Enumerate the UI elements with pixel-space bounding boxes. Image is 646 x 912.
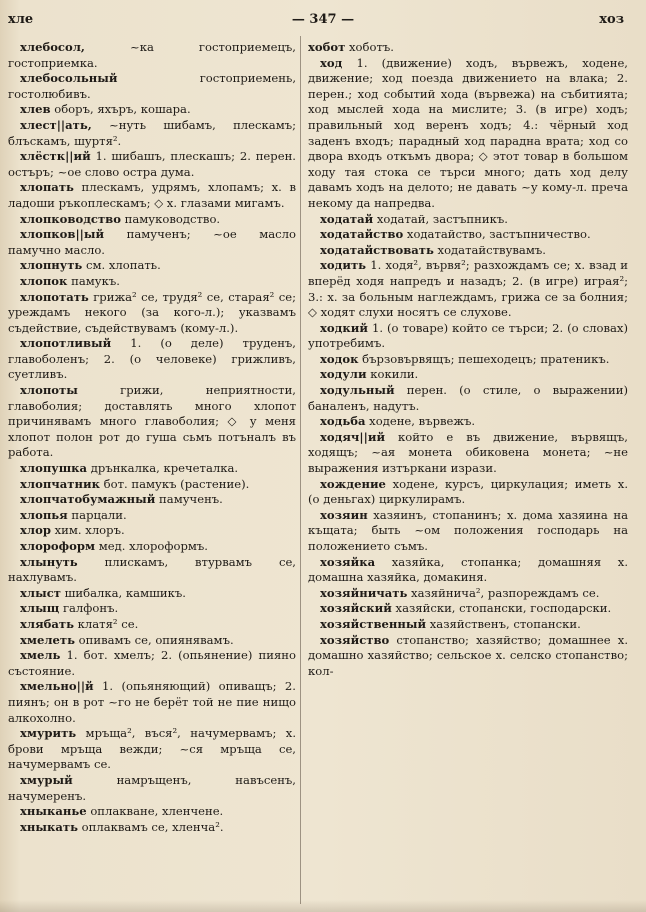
entry-headword: хобот [308,40,346,54]
entry-definition: ~нуть шибамъ, плескамъ; блъскамъ, шуртя². [8,117,296,148]
entry-headword: хныкать [20,819,78,834]
entry-headword: хлопотливый [20,336,112,351]
entry-definition: хоботъ. [345,40,394,54]
dictionary-entry [308,258,628,320]
entry-definition: хазяйка, стопанка; домашняя х. домашна хазяйка, домакиня. [308,554,628,585]
entry-definition: шибалка, камшикъ. [60,585,186,600]
entry-headword: хлопья [20,507,68,522]
entry-definition: мръща², въся², начумервамъ; х. брови мръща вежди; ~ся мръща се, начумервамъ се. [8,726,296,772]
dictionary-entry [8,102,296,118]
entry-headword: хлопчатобумажный [20,492,156,507]
entry-definition: мед. хлороформъ. [95,539,208,553]
entry-headword: хлопушка [20,461,88,476]
entry-definition: клатя² се. [73,616,139,631]
dictionary-entry [8,726,296,773]
dictionary-entry [308,586,628,602]
entry-definition: оплаквамъ се, хленча². [77,819,224,834]
dictionary-entry [8,118,296,149]
entry-headword: хозяйство [320,632,390,647]
dictionary-entry [308,633,628,680]
entry-headword: хлопотать [20,289,89,304]
entry-definition: грижа² се, трудя² се, старая² се; урeждамъ нeкого (за кого-л.); указвамъ съдeйствие, съдeйствувамъ (кому-л.). [8,289,296,335]
page-shadow [0,900,646,912]
dictionary-entry [8,773,296,804]
dictionary-entry [8,555,296,586]
dictionary-entry [8,461,296,477]
dictionary-entry [308,430,628,477]
entry-headword: хозяин [320,507,368,522]
dictionary-entry [8,149,296,180]
dictionary-entry [8,212,296,228]
dictionary-entry [8,539,296,555]
entry-definition: галфонъ. [59,601,119,616]
dictionary-entry [308,352,628,368]
entry-headword: хозяйский [320,601,392,616]
entry-definition: 1. (опьяняющий) опиващъ; 2. пиянъ; он в рот ~го не берёт той не пие нищо алкохолно. [8,679,296,725]
entry-headword: хмельно||й [20,679,94,694]
column-divider [300,36,301,904]
entry-definition: дрънкалка, кречеталка. [87,461,239,476]
dictionary-entry [308,508,628,555]
entry-headword: ходатайство [320,227,404,242]
entry-headword: хлопать [20,180,74,195]
entry-headword: хлёстк||ий [20,149,91,164]
dictionary-entry [308,212,628,228]
entry-definition: памукъ. [67,273,120,288]
dictionary-entry [8,633,296,649]
dictionary-entry [308,321,628,352]
dictionary-entry [8,258,296,274]
entry-headword: ходок [320,351,359,366]
entry-definition: см. хлопать. [82,258,161,273]
entry-definition: бот. памукъ (растение). [99,476,250,491]
entry-headword: хмурый [20,772,73,787]
dictionary-entry [8,617,296,633]
entry-definition: опивамъ се, опиянявамъ. [74,632,234,647]
entry-definition: кокили. [366,367,419,382]
entry-definition: оплакване, хленчене. [86,804,224,819]
entry-headword: хлопоты [20,383,78,398]
entry-headword: хлебосольный [20,71,118,86]
entry-headword: хлопчатник [20,476,100,491]
entry-definition: 1. (о товаре) който се търси; 2. (о словах) употрeбимъ. [308,320,628,351]
dictionary-entry [8,71,296,102]
entry-definition: памученъ; ~ое масло памучно масло. [8,227,296,257]
entry-headword: ходатайствовать [320,242,434,257]
dictionary-entry [308,40,628,56]
entry-headword: хлопнуть [20,258,83,273]
dictionary-entry [8,40,296,71]
dictionary-entry [308,56,628,212]
entry-headword: ходули [320,367,367,382]
entry-headword: хлынуть [20,554,78,569]
entry-definition: перен. (о стиле, о выражении) баналенъ, надутъ. [308,383,628,413]
entry-definition: ходене, вървежъ. [365,414,476,429]
entry-definition: памуководство. [120,211,221,226]
entry-headword: хлев [20,102,51,117]
entry-headword: хмелеть [20,632,75,647]
entry-headword: хлопок [20,273,68,288]
header-right-guide-word: хоз [599,12,624,27]
dictionary-entry [308,555,628,586]
entry-definition: 1. ходя², вървя²; разхождамъ се; х. взад и вперёд ходя напредъ и назадъ; 2. (в игре) играя²; 3.: х. за больным наглеждамъ, грижа се за болния; ◇ ходят слухи носятъ се слухове. [308,258,628,320]
header-left-guide-word: хле [8,12,34,27]
dictionary-entry [308,477,628,508]
entry-definition: грижи, неприятности, главоболия; доставлять много хлопот причинявамъ много главоболия; ◇ у меня хлопот полон рот до гуша сьмъ потъналъ въ работа. [8,383,296,460]
dictionary-entry [308,367,628,383]
page-header [0,12,646,32]
entry-headword: ходульный [320,383,395,398]
entry-headword: ход [320,55,343,70]
dictionary-entry [308,243,628,259]
entry-headword: ходить [320,258,367,273]
entry-definition: 1. бот. хмелъ; 2. (опьянение) пияно състояние. [8,648,296,678]
dictionary-entry [308,617,628,633]
entry-headword: хмель [20,648,61,663]
entry-definition: стопанство; хазяйство; домашнее х. домашно хазяйство; сельское х. селско стопанство; кол- [308,632,628,678]
entry-definition: хим. хлоръ. [50,523,125,538]
dictionary-entry [8,820,296,836]
page-number: — 347 — [291,12,355,27]
entry-definition: ходатай, застъпникъ. [373,211,508,226]
entry-headword: ходатай [320,211,374,226]
dictionary-entry [8,180,296,211]
entry-headword: хождение [320,476,386,491]
dictionary-entry [8,601,296,617]
dictionary-entry [8,336,296,383]
entry-definition: ~ка гостоприемецъ, гостоприемка. [8,40,296,70]
entry-definition: хазяйски, стопански, господарски. [391,601,612,616]
dictionary-entry [8,290,296,337]
entry-definition: ходатайствувамъ. [433,242,546,257]
dictionary-entry [8,274,296,290]
dictionary-entry [8,492,296,508]
left-column [8,40,296,835]
dictionary-entry [8,477,296,493]
entry-headword: ходяч||ий [320,429,386,444]
entry-definition: оборъ, яхъръ, кошара. [50,102,191,117]
entry-headword: хмурить [20,726,77,741]
entry-headword: хозяйничать [320,585,408,600]
dictionary-entry [8,648,296,679]
entry-definition: ходене, курсъ, циркулация; иметь х. (о деньгах) циркулирамъ. [308,476,628,507]
entry-definition: 1. шибашъ, плескашъ; 2. перен. остъръ; ~ое слово остра дума. [8,149,296,179]
entry-definition: хазяйственъ, стопански. [426,616,581,631]
entry-headword: хлыст [20,585,61,600]
entry-definition: плискамъ, втурвамъ се, нахлувамъ. [8,554,296,585]
dictionary-entry [8,383,296,461]
entry-headword: хлыщ [20,601,60,616]
dictionary-entry [308,227,628,243]
entry-headword: хлебосол, [20,40,85,54]
entry-definition: памученъ. [155,492,223,507]
entry-definition: хазяинъ, стопанинъ; х. дома хазяина на къщата; быть ~ом положения господарь на положението съмъ. [308,507,628,553]
entry-headword: ходьба [320,414,366,429]
entry-definition: намръщенъ, навъсенъ, начумеренъ. [8,772,296,803]
entry-definition: ходатайство, застъпничество. [403,227,591,242]
entry-definition: хазяйнича², разпореждамъ се. [407,585,600,600]
entry-definition: гостоприемень, гостолюбивъ. [8,71,296,101]
dictionary-entry [8,586,296,602]
dictionary-entry [8,804,296,820]
dictionary-entry [308,383,628,414]
entry-definition: парцали. [67,507,127,522]
entry-headword: хлябать [20,616,74,631]
entry-headword: хныканье [20,804,87,819]
entry-headword: хозяйственный [320,616,427,631]
entry-headword: хлопководство [20,211,121,226]
dictionary-entry [8,508,296,524]
dictionary-entry [8,523,296,539]
entry-definition: 1. (о деле) труденъ, главоболенъ; 2. (о человеке) грижливъ, суетливъ. [8,336,296,382]
dictionary-entry [8,227,296,258]
dictionary-entry [8,679,296,726]
entry-definition: бързовървящъ; пешеходецъ; пратеникъ. [358,351,610,366]
entry-headword: хлопков||ый [20,227,105,242]
entry-headword: хлор [20,523,51,538]
entry-definition: плескамъ, удрямъ, хлопамъ; х. в ладоши ръкоплескамъ; ◇ х. глазами мигамъ. [8,180,296,210]
entry-headword: хозяйка [320,554,376,569]
entry-headword: ходкий [320,320,368,335]
entry-headword: хлест||ать, [20,117,92,132]
dictionary-entry [308,414,628,430]
dictionary-entry [308,601,628,617]
right-column [308,40,628,679]
entry-headword: хлороформ [20,539,96,553]
entry-definition: който е въ движение, вървящъ, ходящъ; ~ая монета обиковена монета; ~не выражения изтъркани изрази. [308,429,628,476]
entry-definition: 1. (движение) ходъ, вървежъ, ходене, движение; ход поезда движението на влака; 2. перен.; ход событий хода (вървежа) на събитията; ход мыслей хода на мислитe; 3. (в игре) ходъ; правильный ход вeренъ ходъ; 4.: чёрный ход заденъ входъ; парадный ход парадна врата; ход со двора входъ откъмъ двора; ◇ этот товар в большом ходу тая стока се търси много; дать ход делу давамъ ходъ на дeлото; не давать ~у кому-л. прeча нeкому да напредва. [308,55,628,210]
